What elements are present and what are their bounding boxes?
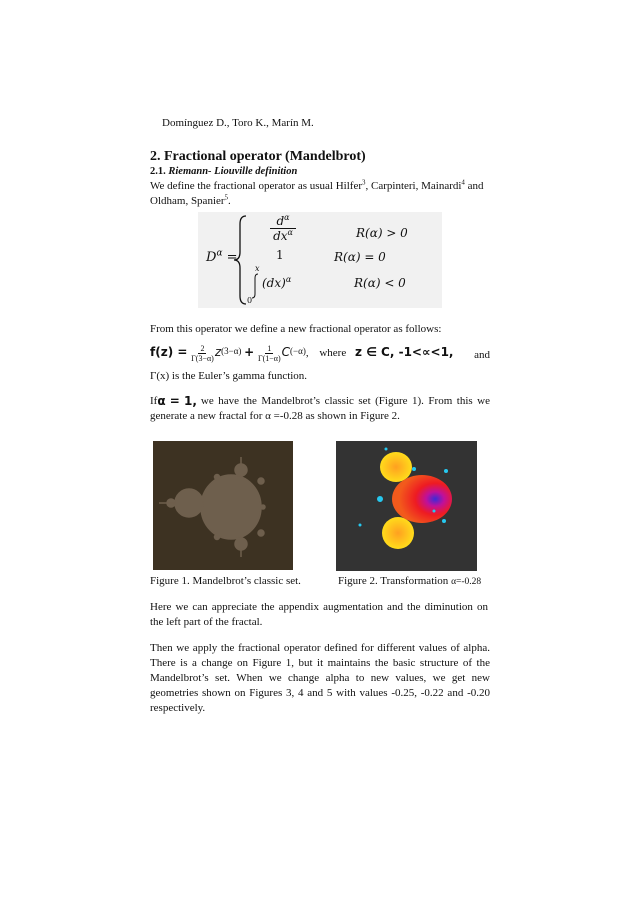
intro-text: , Carpinteri, Mainardi [365, 180, 462, 192]
intro-paragraph [150, 179, 490, 209]
eq2-fraction-1 [191, 344, 214, 363]
eq1-case1-den-sup: α [287, 228, 293, 237]
equation-1 [198, 212, 442, 308]
eq1-case3-sup: α [285, 275, 292, 284]
eq2-and: and [474, 349, 490, 361]
eq1-case1-fraction [270, 214, 296, 243]
eq1-case3-base: (dx) [262, 276, 286, 290]
subsection-number: 2.1. [150, 166, 166, 177]
subsection-heading [150, 166, 297, 177]
eq1-lhs [206, 250, 238, 265]
para3-alpha-eq: α = 1, [157, 394, 197, 408]
eq1-lhs-symbol: D [206, 250, 217, 265]
eq2-fraction-2 [258, 344, 281, 363]
figure-1-image [153, 441, 293, 570]
eq1-case3-condition: R(α) < 0 [354, 276, 406, 290]
paragraph-alpha-values: Then we apply the fractional operator defined for different values of alpha. There is a change on Figure 1, but it maintains the basic structure of the Mandelbrot’s set. When we change alpha to new values, we get new geometries shown on Figures 3, 4 and 5 with values -0.25, -0.22 and -0.20 respectively. [150, 642, 490, 714]
paragraph-gamma: Γ(x) is the Euler’s gamma function. [150, 370, 308, 382]
eq1-case3-expr [262, 276, 291, 290]
eq1-case2-condition: R(α) = 0 [334, 250, 386, 264]
eq1-integral-upper: x [255, 264, 260, 273]
intro-text: We define the fractional operator as usual Hilfer [150, 180, 362, 192]
figure-1-caption: Figure 1. Mandelbrot’s classic set. [150, 575, 301, 587]
para3-line2-text: generate a new fractal for α =-0.28 as shown in Figure 2. [150, 410, 400, 422]
intro-text: Oldham, Spanier [150, 195, 225, 207]
figure-2-image [336, 441, 477, 571]
figure-2-caption-alpha: α=-0.28 [451, 577, 482, 587]
eq1-equals: = [226, 250, 238, 265]
figure-2-caption [338, 574, 481, 590]
eq2-plus: + [244, 345, 255, 360]
eq2-c-sup: (−α) [290, 346, 306, 356]
intro-text: . [228, 195, 231, 207]
eq1-lhs-sup: α [216, 248, 223, 259]
figure-1-mandelbrot [153, 441, 293, 570]
subsection-title: Riemann- Liouville definition [168, 166, 298, 177]
figure-2-caption-text: Figure 2. Transformation [338, 575, 449, 587]
citation-ref: 4 [461, 178, 465, 187]
intro-text: and [464, 180, 484, 192]
eq2-f1-num: 2 [200, 344, 205, 353]
eq2-where: where [319, 347, 347, 360]
citation-ref: 5 [224, 193, 229, 202]
paragraph-appendix: Here we can appreciate the appendix augmentation and the diminution on the left part of the fractal. [150, 601, 488, 628]
eq1-case1-den: dx [273, 229, 288, 243]
eq1-integral-lower: 0 [247, 296, 253, 305]
eq2-condition: z ∈ C, -1<∝<1, [354, 345, 454, 360]
eq2-f1-den: Γ(3−α) [191, 354, 214, 363]
eq2-lhs: f(z) = [150, 345, 188, 360]
page-header-authors: Domínguez D., Toro K., Marín M. [162, 117, 314, 129]
eq1-case1-num: d [276, 214, 285, 228]
para3-if: If [150, 395, 158, 407]
paragraph-mandelbrot-line1 [150, 394, 490, 409]
section-title: 2. Fractional operator (Mandelbrot) [150, 149, 366, 164]
eq2-z-sup: (3−α) [221, 346, 242, 356]
para3-line1-text: we have the Mandelbrot’s classic set (Figure 1). From this we [200, 395, 490, 407]
eq2-comma: , [305, 347, 309, 360]
eq1-case2-expr: 1 [276, 248, 284, 262]
paragraph-mandelbrot [150, 394, 490, 424]
eq2-f2-num: 1 [267, 344, 272, 353]
eq2-c: C [281, 345, 291, 360]
eq2-z: z [214, 345, 222, 360]
eq1-case1-num-sup: α [284, 213, 290, 222]
eq2-f2-den: Γ(1−α) [257, 354, 281, 363]
eq1-case1-condition: R(α) > 0 [356, 226, 408, 240]
figure-2-transformed-fractal [336, 441, 477, 571]
paragraph-operator-intro: From this operator we define a new fractional operator as follows: [150, 323, 442, 335]
equation-2-line [150, 344, 490, 366]
citation-ref: 3 [362, 178, 366, 187]
